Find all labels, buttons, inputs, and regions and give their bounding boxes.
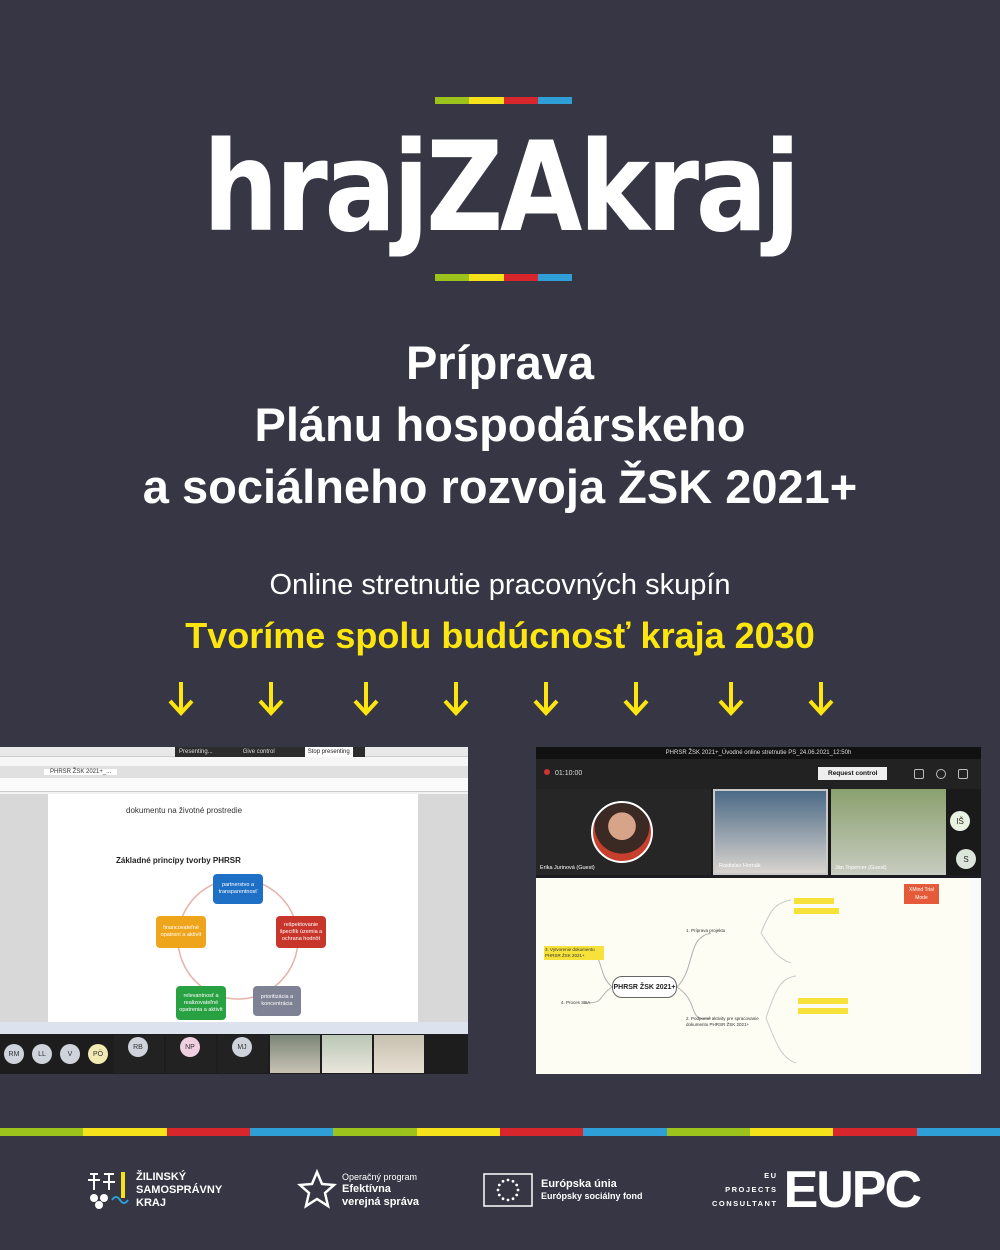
participant-video [322,1035,372,1073]
mindmap-board [536,878,969,1074]
down-arrow-icon [806,680,836,718]
presenting-label: Presenting... [179,749,213,755]
meeting-title: PHRSR ŽSK 2021+_Úvodné online stretnutie PS_24.06.2021_12:50h [536,747,981,759]
participant-badge: S [956,849,976,869]
eu-line-2: Európsky sociálny fond [541,1191,643,1201]
logo-underline-stripe [435,274,572,281]
mindmap-branch-4: 4. Proces SEA [561,1000,591,1005]
tab-bar [0,766,468,778]
meeting-toolbar [536,759,981,789]
participant-tile [114,1035,164,1073]
cycle-circle [48,794,418,1024]
xmind-badge: XMind Trial Mode [904,884,939,904]
eupc-side-3: CONSULTANT [712,1199,778,1208]
principle-node-5: financovateľné opatrení a aktivít [156,916,206,948]
participant-avatar: RM [4,1044,24,1064]
meeting-screenshot-left [0,747,468,1074]
eu-logo [483,1160,643,1220]
title-line-2: Plánu hospodárskeho [254,398,746,451]
participant-avatar: V [60,1044,80,1064]
participant-tile [713,789,828,875]
reactions-icon [958,769,968,779]
down-arrow-icon [256,680,286,718]
zsk-line-3: KRAJ [136,1196,166,1209]
participant-video [374,1035,424,1073]
subtitle: Online stretnutie pracovných skupín [269,569,731,601]
mindmap-lines [536,878,969,1074]
zsk-logo [86,1160,222,1220]
menu-bar [0,757,468,766]
eupc-logo [712,1160,920,1220]
participant-name: Erika Jurinová (Guest) [540,865,595,871]
eu-line-1: Európska únia [541,1178,617,1190]
people-icon [914,769,924,779]
participant-tile [536,789,711,875]
mindmap-leaf [798,1008,848,1014]
principle-node-1: partnerstvo a transparentnosť [213,874,263,904]
eupc-wordmark: EUPC [783,1161,921,1219]
participant-name: Rastislav Hornák [719,863,761,869]
taskbar [0,1022,468,1034]
eupc-side-1: EU [764,1171,778,1180]
meeting-screenshot-right [536,747,981,1074]
bottom-color-stripe [0,1128,1000,1136]
mindmap-branch-2: 2. Podporné aktivity pre spracovanie dokumentu PHRSR ŽSK 2021+ [686,1016,759,1027]
participant-video [270,1035,320,1073]
give-control-label: Give control [242,749,275,755]
eu-flag-icon [483,1173,533,1207]
tab-document: PHRSR ŽSK 2021+_... [44,769,117,775]
principle-node-2: rešpektovanie špecifík územia a ochrana hodnôt [276,916,326,948]
tagline: Tvoríme spolu budúcnosť kraja 2030 [185,615,815,656]
hrajzakraj-logo: hrajZAkraj [202,116,798,260]
participant-avatar: MJ [232,1037,252,1057]
eupc-side-2: PROJECTS [725,1185,778,1194]
participant-avatar: PÖ [88,1044,108,1064]
participant-photo [591,801,653,863]
mindmap-branch-3: 3. Vytvorenie dokumentu PHRSR ŽSK 2021+ [544,946,604,960]
zsk-line-1: ŽILINSKÝ [136,1170,187,1183]
mindmap-branch-1: 1. Príprava projektu [686,928,726,933]
participant-tile [166,1035,216,1073]
page-title [0,332,1000,518]
participant-avatar: LL [32,1044,52,1064]
title-line-3: a sociálneho rozvoja ŽSK 2021+ [142,460,858,513]
request-control-button: Request control [818,767,887,780]
op-line-2: Efektívna [342,1182,391,1195]
down-arrow-icon [716,680,746,718]
mindmap-center: PHRSR ŽSK 2021+ [612,976,677,998]
down-arrow-icon [166,680,196,718]
op-logo [296,1160,419,1220]
principle-node-3: prioritizácia a koncentrácia [253,986,301,1016]
down-arrow-icon [531,680,561,718]
principle-node-4: relevantnosť a realizovateľné opatrenia a aktivít [176,986,226,1020]
participant-tile [218,1035,268,1073]
meeting-timer: 01:10:00 [544,769,582,777]
op-line-3: verejná správa [342,1195,420,1208]
zsk-emblem-icon [86,1170,130,1210]
top-color-stripe [435,97,572,104]
board-sidebar [969,878,981,1074]
participant-name: Ján Topercer (Guest) [835,865,887,871]
down-arrow-icon [621,680,651,718]
participant-avatar: NP [180,1037,200,1057]
page-heading: Základné princípy tvorby PHRSR [116,856,241,865]
video-row [536,789,981,875]
participants-strip [0,1034,468,1074]
participant-badge: IŠ [950,811,970,831]
op-line-1: Operačný program [342,1171,418,1182]
participant-tile [831,789,946,875]
pdf-toolbar [0,778,468,792]
mindmap-leaf [798,998,848,1004]
presenting-bar [175,747,365,757]
down-arrow-icon [441,680,471,718]
stop-presenting-button: Stop presenting [305,747,353,757]
down-arrow-icon [351,680,381,718]
title-line-1: Príprava [405,336,595,389]
chat-icon [936,769,946,779]
page-text: dokumentu na životné prostredie [126,806,243,815]
mindmap-leaf [794,908,839,914]
star-person-icon [296,1168,338,1212]
participant-avatar: RB [128,1037,148,1057]
arrow-row [0,680,1000,720]
mindmap-leaf [794,898,834,904]
zsk-line-2: SAMOSPRÁVNY [136,1183,223,1196]
